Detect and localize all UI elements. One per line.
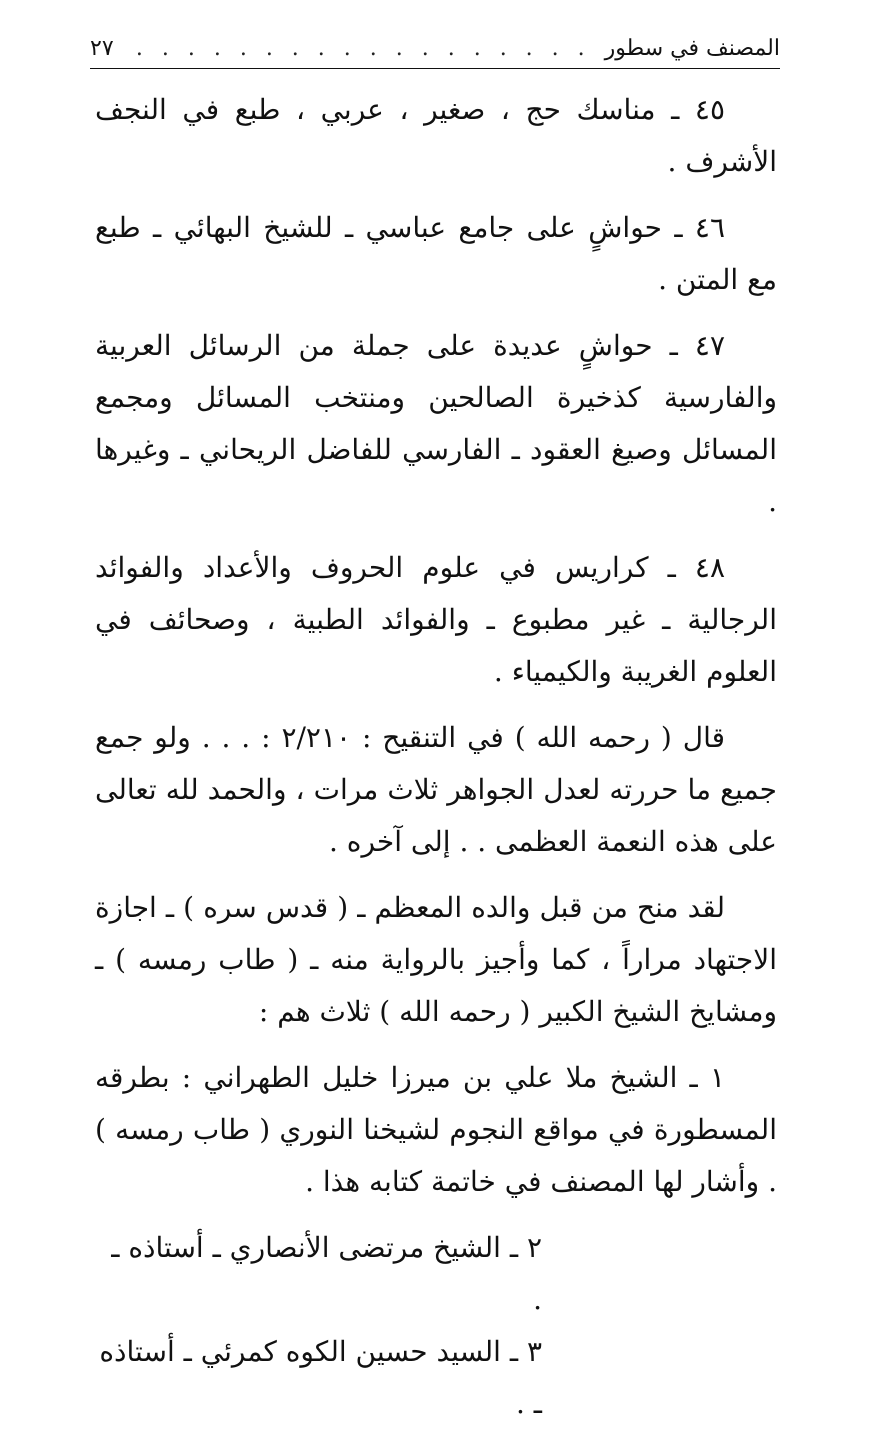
page-number: ٢٧ <box>90 35 114 61</box>
sheikh-2-line: ٢ ـ الشيخ مرتضى الأنصاري ـ أستاذه ـ . <box>111 1231 542 1316</box>
item-45-paragraph: ٤٥ ـ مناسك حج ، صغير ، عربي ، طبع في النجف الأشرف . <box>95 93 777 178</box>
ijaza-paragraph: لقد منح من قبل والده المعظم ـ ( قدس سره ) ـ اجازة الاجتهاد مراراً ، كما وأجيز بالرواية منه ـ ( طاب رمسه ) ـ ومشايخ الشيخ الكبير ( رحمه الله ) ثلاث هم : <box>95 891 777 1028</box>
item-46-paragraph: ٤٦ ـ حواشٍ على جامع عباسي ـ للشيخ البهائي ـ طبع مع المتن . <box>95 211 777 296</box>
item-47-paragraph: ٤٧ ـ حواشٍ عديدة على جملة من الرسائل العربية والفارسية كذخيرة الصالحين ومنتخب المسائل ومجمع المسائل وصيغ العقود ـ الفارسي للفاضل الريحاني ـ وغيرها . <box>95 329 777 518</box>
running-title: المصنف في سطور <box>604 35 780 61</box>
page-header <box>90 28 780 69</box>
page-body <box>95 84 777 1430</box>
sheikh-1-paragraph: ١ ـ الشيخ ملا علي بن ميرزا خليل الطهراني : بطرقه المسطورة في مواقع النجوم لشيخنا النوري ( طاب رمسه ) . وأشار لها المصنف في خاتمة كتابه هذا . <box>95 1061 777 1198</box>
item-48-paragraph: ٤٨ ـ كراريس في علوم الحروف والأعداد والفوائد الرجالية ـ غير مطبوع ـ والفوائد الطبية ، وصحائف في العلوم الغريبة والكيمياء . <box>95 551 777 688</box>
tanqih-quote-paragraph: قال ( رحمه الله ) في التنقيح : ٢/٢١٠ : . . . ولو جمع جميع ما حررته لعدل الجواهر ثلاث مرات ، والحمد لله تعالى على هذه النعمة العظمى . . إلى آخره . <box>95 721 777 858</box>
header-leader-dots: . . . . . . . . . . . . . . . . . . <box>135 35 591 61</box>
sheikh-3-line: ٣ ـ السيد حسين الكوه كمرئي ـ أستاذه ـ . <box>99 1335 542 1420</box>
